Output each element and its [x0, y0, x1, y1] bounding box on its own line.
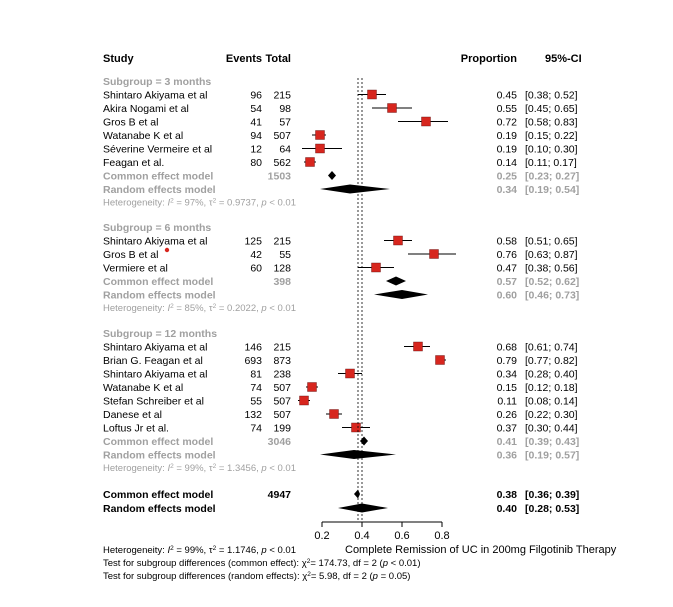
study-name: Stefan Schreiber et al: [103, 395, 204, 408]
study-ci: [0.58; 0.83]: [525, 116, 578, 129]
study-total: 98: [279, 103, 291, 115]
study-events: 74: [250, 382, 262, 394]
study-events: 125: [244, 235, 262, 248]
common-effect-diamond: [386, 277, 406, 286]
subgroup-label: Subgroup = 12 months: [103, 328, 218, 340]
common-effect-proportion: 0.25: [496, 170, 517, 183]
study-name: Watanabe K et al: [103, 130, 184, 142]
overall-random-label: Random effects model: [103, 503, 216, 515]
study-events: 41: [250, 116, 262, 129]
header-proportion: Proportion: [460, 53, 517, 65]
common-effect-proportion: 0.41: [496, 436, 517, 448]
subgroup-heterogeneity: Heterogeneity: $I^2 = 85\%$, $\tau^2 = 0.2022$, p < 0.01: [103, 302, 297, 314]
study-square: [346, 369, 355, 378]
study-ci: [0.15; 0.22]: [525, 130, 578, 142]
study-ci: [0.38; 0.52]: [525, 89, 578, 102]
study-proportion: 0.37: [496, 422, 517, 435]
study-square: [300, 396, 309, 405]
study-proportion: 0.11: [497, 395, 517, 408]
study-ci: [0.45; 0.65]: [525, 103, 578, 115]
study-proportion: 0.19: [496, 143, 517, 156]
study-ci: [0.12; 0.18]: [525, 382, 578, 394]
common-effect-total: 3046: [267, 436, 291, 448]
common-effect-ci: [0.39; 0.43]: [525, 436, 580, 448]
study-name: Brian G. Feagan et al: [103, 355, 203, 367]
study-ci: [0.08; 0.14]: [525, 395, 578, 408]
study-total: 128: [273, 262, 291, 275]
study-total: 55: [279, 249, 291, 261]
study-proportion: 0.19: [496, 130, 517, 142]
study-total: 507: [273, 395, 291, 408]
study-square: [352, 423, 361, 432]
study-proportion: 0.47: [496, 262, 517, 275]
study-proportion: 0.72: [496, 116, 517, 129]
overall-common-proportion: 0.38: [496, 489, 517, 501]
study-square: [372, 263, 381, 272]
study-events: 132: [244, 409, 262, 421]
study-proportion: 0.79: [496, 355, 517, 367]
study-square: [414, 342, 423, 351]
overall-common-label: Common effect model: [103, 489, 214, 501]
study-events: 94: [250, 130, 262, 142]
study-name: Séverine Vermeire et al: [103, 143, 213, 156]
study-total: 507: [273, 409, 291, 421]
study-total: 873: [273, 355, 291, 367]
study-proportion: 0.55: [496, 103, 517, 115]
study-ci: [0.77; 0.82]: [525, 355, 578, 367]
study-ci: [0.38; 0.56]: [525, 262, 578, 275]
study-total: 238: [273, 368, 291, 381]
common-effect-label: Common effect model: [103, 170, 214, 183]
study-ci: [0.10; 0.30]: [525, 143, 578, 156]
study-ci: [0.63; 0.87]: [525, 249, 578, 261]
study-ci: [0.51; 0.65]: [525, 235, 578, 248]
random-effects-label: Random effects model: [103, 449, 216, 462]
study-square: [430, 250, 439, 259]
header-ci: 95%-CI: [545, 53, 582, 65]
x-tick-label: 0.6: [394, 530, 410, 542]
random-effects-proportion: 0.36: [496, 449, 517, 462]
overall-common-ci: [0.36; 0.39]: [525, 489, 580, 501]
study-name: Feagan et al.: [103, 157, 165, 169]
study-square: [330, 410, 339, 419]
study-total: 57: [279, 116, 291, 129]
random-effects-label: Random effects model: [103, 289, 216, 302]
study-events: 81: [250, 368, 262, 381]
study-events: 12: [250, 143, 262, 156]
study-proportion: 0.34: [496, 368, 517, 381]
overall-random-diamond: [338, 504, 388, 513]
study-ci: [0.61; 0.74]: [525, 341, 578, 354]
overall-common-diamond: [354, 490, 360, 499]
common-effect-label: Common effect model: [103, 436, 214, 448]
common-effect-ci: [0.52; 0.62]: [525, 276, 580, 288]
study-square: [308, 383, 317, 392]
study-name: Shintaro Akiyama et al: [103, 235, 208, 248]
study-proportion: 0.58: [496, 235, 517, 248]
study-name: Watanabe K et al: [103, 382, 184, 394]
x-tick-label: 0.8: [434, 530, 450, 542]
study-proportion: 0.14: [496, 157, 517, 169]
common-effect-ci: [0.23; 0.27]: [525, 170, 580, 183]
study-total: 215: [273, 89, 291, 102]
subgroup-heterogeneity: Heterogeneity: $I^2 = 99\%$, $\tau^2 = 1.3456$, p < 0.01: [103, 462, 297, 474]
study-name: Vermiere et al: [103, 262, 168, 275]
random-effects-proportion: 0.60: [496, 289, 517, 302]
study-square: [316, 144, 325, 153]
annotation-dot: [165, 248, 169, 252]
study-square: [436, 356, 445, 365]
common-effect-total: 1503: [267, 170, 291, 183]
study-total: 199: [273, 422, 291, 435]
x-axis-label: Complete Remission of UC in 200mg Filgotinib Therapy: [345, 544, 617, 556]
study-total: 562: [273, 157, 291, 169]
overall-common-total: 4947: [267, 489, 291, 501]
study-events: 80: [250, 157, 262, 169]
random-effects-ci: [0.19; 0.57]: [525, 449, 580, 462]
study-square: [306, 158, 315, 167]
study-name: Gros B et al: [103, 249, 159, 261]
common-effect-proportion: 0.57: [496, 276, 517, 288]
study-events: 146: [244, 341, 262, 354]
random-effects-label: Random effects model: [103, 184, 216, 196]
study-total: 507: [273, 382, 291, 394]
study-ci: [0.28; 0.40]: [525, 368, 578, 381]
common-effect-total: 398: [273, 276, 291, 288]
subgroup-heterogeneity: Heterogeneity: $I^2 = 97\%$, $\tau^2 = 0.9737$, p < 0.01: [103, 197, 297, 209]
study-name: Gros B et al: [103, 116, 159, 129]
study-proportion: 0.15: [496, 382, 517, 394]
study-events: 54: [250, 103, 262, 115]
study-square: [388, 104, 397, 113]
study-name: Akira Nogami et al: [103, 103, 189, 115]
study-proportion: 0.26: [496, 409, 517, 421]
study-name: Shintaro Akiyama et al: [103, 368, 208, 381]
study-square: [316, 131, 325, 140]
x-tick-label: 0.2: [314, 530, 330, 542]
random-effects-ci: [0.19; 0.54]: [525, 184, 580, 196]
study-events: 96: [250, 89, 262, 102]
study-events: 42: [250, 249, 262, 261]
study-ci: [0.30; 0.44]: [525, 422, 578, 435]
common-effect-diamond: [360, 437, 368, 446]
study-events: 60: [250, 262, 262, 275]
footer-test-random: Test for subgroup differences (random effects): $\chi^2= 5.98$, df = 2 (p = 0.05): [103, 570, 411, 582]
study-name: Shintaro Akiyama et al: [103, 341, 208, 354]
footer-heterogeneity: Heterogeneity: $I^2 = 99\%$, $\tau^2 = 1.1746$, p < 0.01: [103, 544, 297, 556]
random-effects-diamond: [374, 290, 428, 299]
study-events: 74: [250, 422, 262, 435]
study-proportion: 0.68: [496, 341, 517, 354]
overall-random-ci: [0.28; 0.53]: [525, 503, 580, 515]
header-study: Study: [103, 53, 134, 65]
random-effects-diamond: [320, 185, 390, 194]
study-square: [368, 90, 377, 99]
subgroup-label: Subgroup = 3 months: [103, 76, 212, 88]
header-total: Total: [265, 53, 291, 65]
study-name: Shintaro Akiyama et al: [103, 89, 208, 102]
common-effect-label: Common effect model: [103, 276, 214, 288]
footer-test-common: Test for subgroup differences (common effect): $\chi^2= 174.73$, df = 2 (p < 0.01): [103, 557, 421, 569]
common-effect-diamond: [328, 171, 336, 180]
study-name: Loftus Jr et al.: [103, 422, 169, 435]
study-ci: [0.22; 0.30]: [525, 409, 578, 421]
study-name: Danese et al: [103, 409, 162, 421]
header-events: Events: [225, 53, 262, 65]
x-tick-label: 0.4: [354, 530, 370, 542]
study-events: 693: [244, 355, 262, 367]
study-proportion: 0.45: [496, 89, 517, 102]
study-total: 215: [273, 341, 291, 354]
study-square: [422, 117, 431, 126]
study-total: 215: [273, 235, 291, 248]
study-total: 507: [273, 130, 291, 142]
study-square: [394, 236, 403, 245]
study-total: 64: [279, 143, 291, 156]
study-ci: [0.11; 0.17]: [525, 157, 577, 169]
study-events: 55: [250, 395, 262, 408]
study-proportion: 0.76: [496, 249, 517, 261]
overall-random-proportion: 0.40: [496, 503, 517, 515]
random-effects-proportion: 0.34: [496, 184, 517, 196]
subgroup-label: Subgroup = 6 months: [103, 222, 212, 234]
random-effects-ci: [0.46; 0.73]: [525, 289, 580, 302]
